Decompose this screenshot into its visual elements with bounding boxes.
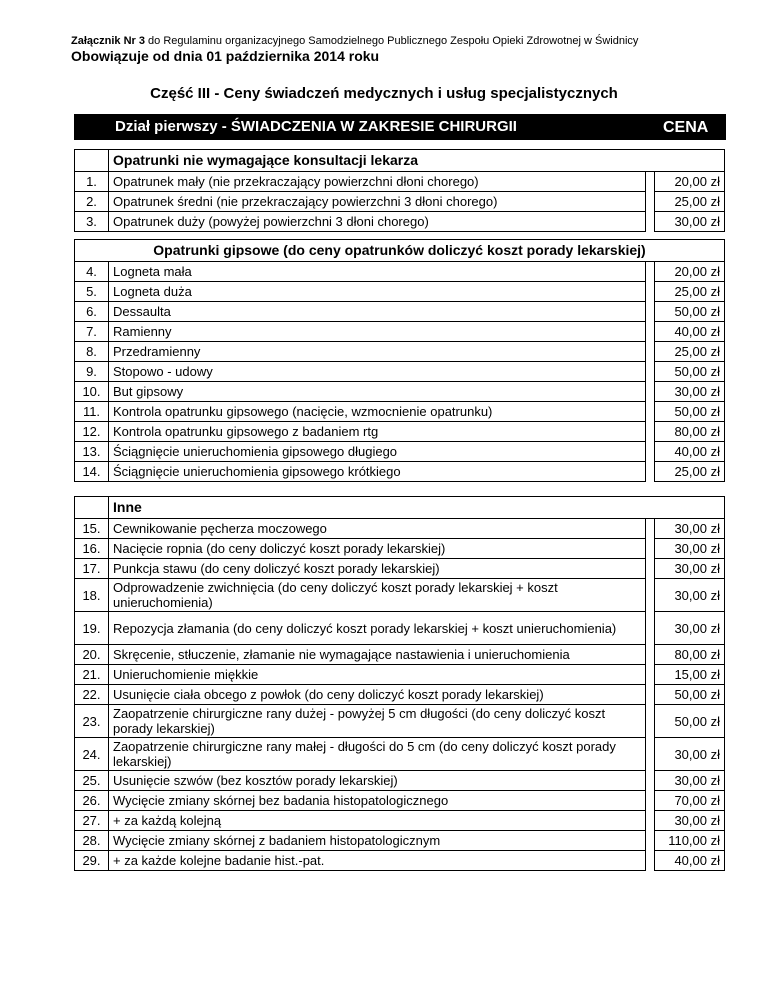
item-number: 6.: [75, 302, 109, 322]
item-number: 13.: [75, 442, 109, 462]
item-description: Wycięcie zmiany skórnej bez badania histopatologicznego: [109, 791, 646, 811]
section-header-row: [75, 497, 725, 519]
item-description: Przedramienny: [109, 342, 646, 362]
annex-text: do Regulaminu organizacyjnego Samodzielnego Publicznego Zespołu Opieki Zdrowotnej w Świdnicy: [144, 35, 639, 47]
column-gap: [646, 539, 655, 559]
table-row: [75, 771, 725, 791]
item-number: 12.: [75, 422, 109, 442]
item-description: Ramienny: [109, 322, 646, 342]
table-row: [75, 322, 725, 342]
table-row: [75, 402, 725, 422]
item-description: Zaopatrzenie chirurgiczne rany dużej - powyżej 5 cm długości (do ceny doliczyć koszt porady lekarskiej): [109, 705, 646, 738]
item-description: Dessaulta: [109, 302, 646, 322]
item-description: Kontrola opatrunku gipsowego (nacięcie, wzmocnienie opatrunku): [109, 402, 646, 422]
column-gap: [646, 685, 655, 705]
division-title: Dział pierwszy - ŚWIADCZENIA W ZAKRESIE CHIRURGII: [115, 118, 517, 135]
item-description: Logneta duża: [109, 282, 646, 302]
item-description: Opatrunek średni (nie przekraczający powierzchni 3 dłoni chorego): [109, 192, 646, 212]
item-price: 50,00 zł: [655, 705, 725, 738]
item-price: 25,00 zł: [655, 342, 725, 362]
item-number: 2.: [75, 192, 109, 212]
item-price: 15,00 zł: [655, 665, 725, 685]
column-gap: [646, 192, 655, 212]
section-header-row: [75, 240, 725, 262]
item-description: Opatrunek mały (nie przekraczający powierzchni dłoni chorego): [109, 172, 646, 192]
column-gap: [646, 738, 655, 771]
table-row: [75, 342, 725, 362]
table-row: [75, 212, 725, 232]
item-description: Punkcja stawu (do ceny doliczyć koszt porady lekarskiej): [109, 559, 646, 579]
item-description: Repozycja złamania (do ceny doliczyć koszt porady lekarskiej + koszt unieruchomienia): [109, 612, 646, 645]
column-gap: [646, 665, 655, 685]
item-price: 50,00 zł: [655, 402, 725, 422]
annex-reference: [71, 35, 638, 47]
item-number: 26.: [75, 791, 109, 811]
item-price: 25,00 zł: [655, 192, 725, 212]
item-price: 25,00 zł: [655, 462, 725, 482]
table-row: [75, 302, 725, 322]
item-price: 30,00 zł: [655, 612, 725, 645]
valid-from: Obowiązuje od dnia 01 października 2014 roku: [71, 48, 380, 64]
column-gap: [646, 362, 655, 382]
column-gap: [646, 612, 655, 645]
item-price: 80,00 zł: [655, 645, 725, 665]
item-number: 21.: [75, 665, 109, 685]
annex-number: Załącznik Nr 3: [71, 35, 145, 47]
column-gap: [646, 322, 655, 342]
item-price: 30,00 zł: [655, 559, 725, 579]
table-row: [75, 442, 725, 462]
item-description: + za każdą kolejną: [109, 811, 646, 831]
column-gap: [646, 342, 655, 362]
item-description: Odprowadzenie zwichnięcia (do ceny doliczyć koszt porady lekarskiej + koszt unieruchomienia): [109, 579, 646, 612]
column-gap: [646, 791, 655, 811]
column-gap: [646, 282, 655, 302]
price-table-section-2: [74, 239, 725, 482]
item-price: 30,00 zł: [655, 212, 725, 232]
item-price: 50,00 zł: [655, 302, 725, 322]
item-number: 10.: [75, 382, 109, 402]
item-number: 9.: [75, 362, 109, 382]
item-description: Usunięcie szwów (bez kosztów porady lekarskiej): [109, 771, 646, 791]
item-number: 25.: [75, 771, 109, 791]
table-row: [75, 705, 725, 738]
table-row: [75, 612, 725, 645]
item-price: 20,00 zł: [655, 262, 725, 282]
table-row: [75, 738, 725, 771]
item-number: 3.: [75, 212, 109, 232]
column-gap: [646, 402, 655, 422]
column-gap: [646, 559, 655, 579]
item-number: 15.: [75, 519, 109, 539]
item-number: 24.: [75, 738, 109, 771]
item-price: 40,00 zł: [655, 851, 725, 871]
price-table-section-1: [74, 149, 725, 232]
section-title: Opatrunki gipsowe (do ceny opatrunków doliczyć koszt porady lekarskiej): [75, 240, 725, 262]
column-gap: [646, 579, 655, 612]
item-description: Wycięcie zmiany skórnej z badaniem histopatologicznym: [109, 831, 646, 851]
item-price: 40,00 zł: [655, 442, 725, 462]
column-gap: [646, 462, 655, 482]
column-gap: [646, 519, 655, 539]
item-description: Stopowo - udowy: [109, 362, 646, 382]
item-description: Ściągnięcie unieruchomienia gipsowego krótkiego: [109, 462, 646, 482]
item-description: Ściągnięcie unieruchomienia gipsowego długiego: [109, 442, 646, 462]
item-price: 30,00 zł: [655, 811, 725, 831]
table-row: [75, 262, 725, 282]
column-gap: [646, 382, 655, 402]
table-row: [75, 645, 725, 665]
section-number-cell: [75, 497, 109, 519]
price-table-section-3: [74, 496, 725, 871]
table-row: [75, 422, 725, 442]
item-price: 30,00 zł: [655, 579, 725, 612]
table-row: [75, 362, 725, 382]
item-number: 1.: [75, 172, 109, 192]
table-row: [75, 519, 725, 539]
table-row: [75, 851, 725, 871]
item-price: 30,00 zł: [655, 738, 725, 771]
item-description: Usunięcie ciała obcego z powłok (do ceny doliczyć koszt porady lekarskiej): [109, 685, 646, 705]
table-row: [75, 811, 725, 831]
column-gap: [646, 645, 655, 665]
table-row: [75, 579, 725, 612]
division-header-bar: [74, 114, 726, 140]
column-gap: [646, 851, 655, 871]
item-number: 28.: [75, 831, 109, 851]
table-row: [75, 685, 725, 705]
item-number: 27.: [75, 811, 109, 831]
item-description: + za każde kolejne badanie hist.-pat.: [109, 851, 646, 871]
table-row: [75, 665, 725, 685]
table-row: [75, 791, 725, 811]
item-number: 14.: [75, 462, 109, 482]
item-description: Opatrunek duży (powyżej powierzchni 3 dłoni chorego): [109, 212, 646, 232]
item-description: Nacięcie ropnia (do ceny doliczyć koszt porady lekarskiej): [109, 539, 646, 559]
item-price: 50,00 zł: [655, 685, 725, 705]
item-number: 11.: [75, 402, 109, 422]
item-number: 18.: [75, 579, 109, 612]
column-gap: [646, 422, 655, 442]
item-description: Skręcenie, stłuczenie, złamanie nie wymagające nastawienia i unieruchomienia: [109, 645, 646, 665]
item-price: 30,00 zł: [655, 519, 725, 539]
table-row: [75, 831, 725, 851]
column-gap: [646, 705, 655, 738]
item-price: 80,00 zł: [655, 422, 725, 442]
column-gap: [646, 172, 655, 192]
item-description: Logneta mała: [109, 262, 646, 282]
item-number: 29.: [75, 851, 109, 871]
item-description: Zaopatrzenie chirurgiczne rany małej - długości do 5 cm (do ceny doliczyć koszt porady lekarskiej): [109, 738, 646, 771]
table-row: [75, 282, 725, 302]
column-gap: [646, 442, 655, 462]
item-price: 40,00 zł: [655, 322, 725, 342]
item-price: 70,00 zł: [655, 791, 725, 811]
section-title: Inne: [109, 497, 725, 519]
item-number: 19.: [75, 612, 109, 645]
column-gap: [646, 302, 655, 322]
column-gap: [646, 212, 655, 232]
section-header-row: [75, 150, 725, 172]
table-row: [75, 192, 725, 212]
item-number: 5.: [75, 282, 109, 302]
price-column-header: CENA: [663, 119, 709, 136]
item-number: 8.: [75, 342, 109, 362]
item-description: Cewnikowanie pęcherza moczowego: [109, 519, 646, 539]
item-description: But gipsowy: [109, 382, 646, 402]
item-price: 110,00 zł: [655, 831, 725, 851]
table-row: [75, 462, 725, 482]
item-price: 25,00 zł: [655, 282, 725, 302]
item-description: Kontrola opatrunku gipsowego z badaniem rtg: [109, 422, 646, 442]
item-number: 23.: [75, 705, 109, 738]
item-description: Unieruchomienie miękkie: [109, 665, 646, 685]
item-number: 22.: [75, 685, 109, 705]
column-gap: [646, 771, 655, 791]
item-number: 4.: [75, 262, 109, 282]
table-row: [75, 172, 725, 192]
table-row: [75, 539, 725, 559]
item-number: 16.: [75, 539, 109, 559]
column-gap: [646, 831, 655, 851]
item-price: 30,00 zł: [655, 539, 725, 559]
item-price: 20,00 zł: [655, 172, 725, 192]
table-row: [75, 382, 725, 402]
section-number-cell: [75, 150, 109, 172]
part-title: Część III - Ceny świadczeń medycznych i usług specjalistycznych: [150, 85, 618, 102]
item-price: 50,00 zł: [655, 362, 725, 382]
item-number: 7.: [75, 322, 109, 342]
item-price: 30,00 zł: [655, 771, 725, 791]
section-title: Opatrunki nie wymagające konsultacji lekarza: [109, 150, 725, 172]
item-number: 17.: [75, 559, 109, 579]
column-gap: [646, 811, 655, 831]
table-row: [75, 559, 725, 579]
column-gap: [646, 262, 655, 282]
item-number: 20.: [75, 645, 109, 665]
item-price: 30,00 zł: [655, 382, 725, 402]
